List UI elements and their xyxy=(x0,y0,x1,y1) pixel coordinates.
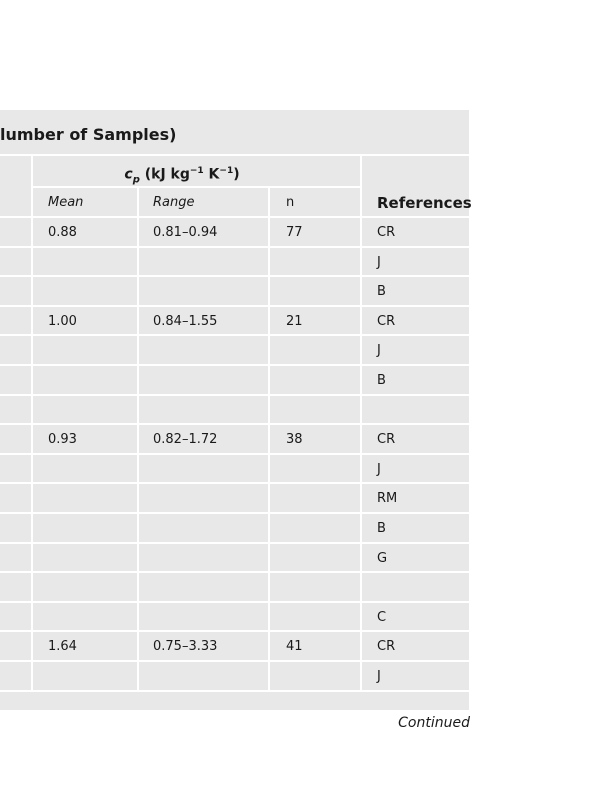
row-divider xyxy=(0,305,469,307)
reference-cell: B xyxy=(377,284,386,300)
reference-cell: J xyxy=(377,343,381,359)
column-header-n: n xyxy=(286,195,295,210)
row-divider xyxy=(0,630,469,632)
reference-cell: J xyxy=(377,461,381,477)
column-header-references: References xyxy=(377,194,472,212)
reference-cell: C xyxy=(377,609,387,625)
row-divider xyxy=(0,453,469,455)
mean-cell: 0.88 xyxy=(48,225,77,240)
range-cell: 0.82–1.72 xyxy=(153,432,218,448)
mean-cell: 1.00 xyxy=(48,313,77,329)
reference-cell: RM xyxy=(377,491,398,507)
mean-cell: 0.93 xyxy=(48,432,77,448)
range-cell: 0.75–3.33 xyxy=(153,639,218,655)
row-divider xyxy=(0,512,469,514)
n-cell: 77 xyxy=(286,225,303,240)
table-caption: lumber of Samples) xyxy=(0,125,177,144)
cp-unit-mid: K xyxy=(203,166,220,183)
range-cell: 0.84–1.55 xyxy=(153,313,218,329)
column-rule-range-n xyxy=(268,187,270,691)
continued-note: Continued xyxy=(398,715,470,731)
row-divider xyxy=(0,394,469,396)
caption-divider xyxy=(0,154,469,156)
cp-unit-open: (kJ kg xyxy=(144,166,190,183)
reference-cell: G xyxy=(377,550,388,566)
reference-cell: CR xyxy=(377,225,396,240)
cp-symbol: c xyxy=(124,166,133,183)
column-rule-left xyxy=(31,156,33,691)
row-divider xyxy=(0,571,469,573)
reference-cell: J xyxy=(377,669,381,684)
n-cell: 41 xyxy=(286,639,303,655)
column-header-range: Range xyxy=(153,195,195,210)
column-rule-n-references xyxy=(360,156,362,691)
cp-unit-close: ) xyxy=(233,166,240,183)
row-divider xyxy=(0,601,469,603)
cp-unit-sup2: −1 xyxy=(219,166,234,176)
reference-cell: CR xyxy=(377,432,396,448)
cp-subscript: p xyxy=(132,174,140,186)
row-divider xyxy=(0,275,469,277)
reference-cell: J xyxy=(377,254,381,270)
column-header-mean: Mean xyxy=(48,195,84,210)
row-divider xyxy=(0,482,469,484)
row-divider xyxy=(0,423,469,425)
header-bottom-divider xyxy=(0,216,469,218)
cp-unit-sup1: −1 xyxy=(189,166,204,176)
range-cell: 0.81–0.94 xyxy=(153,225,218,240)
reference-cell: B xyxy=(377,373,386,388)
row-divider xyxy=(0,660,469,662)
cp-group-header xyxy=(32,163,332,188)
mean-cell: 1.64 xyxy=(48,639,77,655)
reference-cell: CR xyxy=(377,639,396,655)
row-divider xyxy=(0,334,469,336)
n-cell: 21 xyxy=(286,313,303,329)
row-divider xyxy=(0,690,469,692)
reference-cell: CR xyxy=(377,313,396,329)
row-divider xyxy=(0,364,469,366)
column-rule-mean-range xyxy=(137,187,139,691)
row-divider xyxy=(0,246,469,248)
n-cell: 38 xyxy=(286,432,303,448)
reference-cell: B xyxy=(377,521,386,536)
row-divider xyxy=(0,542,469,544)
